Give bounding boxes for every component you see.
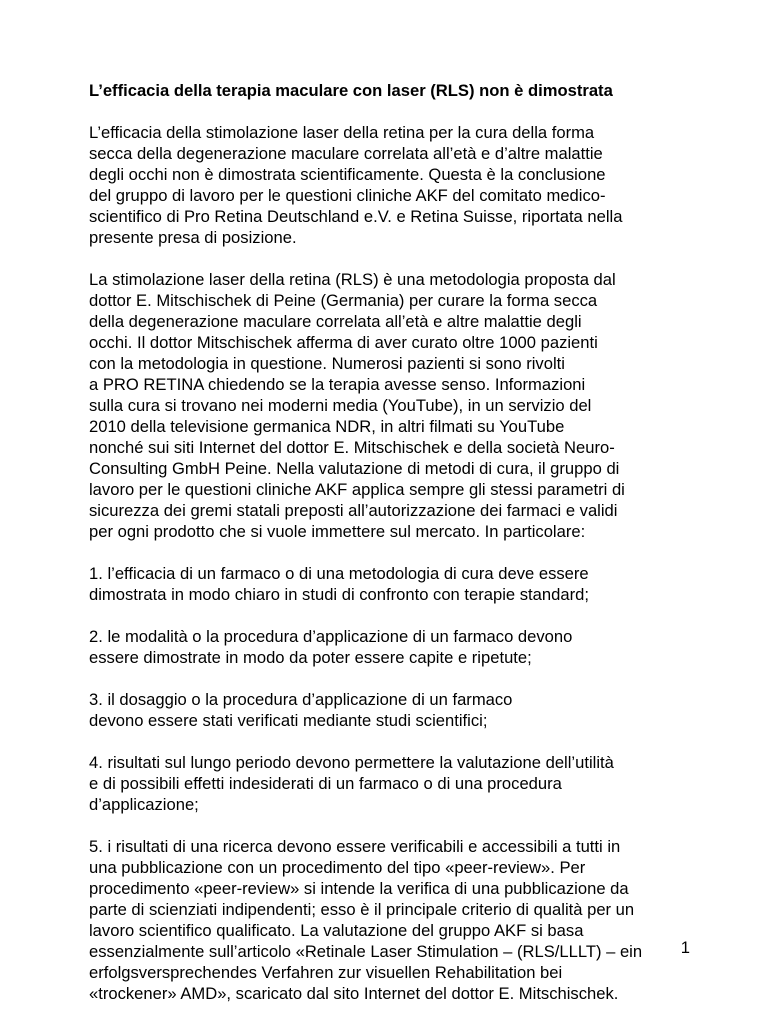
- text-line: una pubblicazione con un procedimento del tipo «peer-review». Per: [89, 858, 586, 877]
- text-line: con la metodologia in questione. Numerosi pazienti si sono rivolti: [89, 354, 565, 373]
- text-line: 2. le modalità o la procedura d’applicazione di un farmaco devono: [89, 627, 573, 646]
- text-line: degli occhi non è dimostrata scientificamente. Questa è la conclusione: [89, 165, 606, 184]
- text-line: L’efficacia della stimolazione laser della retina per la cura della forma: [89, 123, 595, 142]
- document-body: [89, 80, 689, 1025]
- paragraph-4: [89, 626, 689, 668]
- text-line: erfolgsversprechendes Verfahren zur visuellen Rehabilitation bei: [89, 963, 563, 982]
- page-number: 1: [680, 938, 690, 957]
- paragraphs: [89, 122, 689, 1004]
- text-line: essenzialmente sull’articolo «Retinale Laser Stimulation – (RLS/LLLT) – ein: [89, 942, 643, 961]
- text-line: Consulting GmbH Peine. Nella valutazione di metodi di cura, il gruppo di: [89, 459, 620, 478]
- text-line: parte di scienziati indipendenti; esso è il principale criterio di qualità per un: [89, 900, 635, 919]
- paragraph-3: [89, 563, 689, 605]
- text-line: 1. l’efficacia di un farmaco o di una metodologia di cura deve essere: [89, 564, 589, 583]
- text-line: essere dimostrate in modo da poter essere capite e ripetute;: [89, 648, 532, 667]
- text-line: sulla cura si trovano nei moderni media (YouTube), in un servizio del: [89, 396, 592, 415]
- text-line: a PRO RETINA chiedendo se la terapia avesse senso. Informazioni: [89, 375, 586, 394]
- text-line: e di possibili effetti indesiderati di un farmaco o di una procedura: [89, 774, 562, 793]
- text-line: sicurezza dei gremi statali preposti all’autorizzazione dei farmaci e validi: [89, 501, 618, 520]
- text-line: 3. il dosaggio o la procedura d’applicazione di un farmaco: [89, 690, 513, 709]
- text-line: del gruppo di lavoro per le questioni cliniche AKF del comitato medico-: [89, 186, 606, 205]
- text-line: procedimento «peer-review» si intende la verifica di una pubblicazione da: [89, 879, 629, 898]
- paragraph-2: [89, 269, 689, 542]
- paragraph-1: [89, 122, 689, 248]
- text-line: scientifico di Pro Retina Deutschland e.V. e Retina Suisse, riportata nella: [89, 207, 623, 226]
- text-line: lavoro per le questioni cliniche AKF applica sempre gli stessi parametri di: [89, 480, 625, 499]
- text-line: «trockener» AMD», scaricato dal sito Internet del dottor E. Mitschischek.: [89, 984, 619, 1003]
- text-line: occhi. Il dottor Mitschischek afferma di aver curato oltre 1000 pazienti: [89, 333, 598, 352]
- text-line: nonché sui siti Internet del dottor E. Mitschischek e della società Neuro-: [89, 438, 615, 457]
- paragraph-7: [89, 836, 689, 1004]
- text-line: La stimolazione laser della retina (RLS) è una metodologia proposta dal: [89, 270, 616, 289]
- text-line: per ogni prodotto che si vuole immettere sul mercato. In particolare:: [89, 522, 586, 541]
- text-line: dottor E. Mitschischek di Peine (Germania) per curare la forma secca: [89, 291, 598, 310]
- paragraph-6: [89, 752, 689, 815]
- text-line: 4. risultati sul lungo periodo devono permettere la valutazione dell’utilità: [89, 753, 614, 772]
- text-line: 2010 della televisione germanica NDR, in altri filmati su YouTube: [89, 417, 565, 436]
- text-line: 5. i risultati di una ricerca devono essere verificabili e accessibili a tutti in: [89, 837, 621, 856]
- text-line: d’applicazione;: [89, 795, 199, 814]
- text-line: secca della degenerazione maculare correlata all’età e d’altre malattie: [89, 144, 603, 163]
- text-line: lavoro scientifico qualificato. La valutazione del gruppo AKF si basa: [89, 921, 584, 940]
- paragraph-5: [89, 689, 689, 731]
- text-line: dimostrata in modo chiaro in studi di confronto con terapie standard;: [89, 585, 589, 604]
- text-line: presente presa di posizione.: [89, 228, 297, 247]
- text-line: della degenerazione maculare correlata all’età e altre malattie degli: [89, 312, 582, 331]
- text-line: devono essere stati verificati mediante studi scientifici;: [89, 711, 488, 730]
- document-title: L’efficacia della terapia maculare con laser (RLS) non è dimostrata: [89, 81, 613, 100]
